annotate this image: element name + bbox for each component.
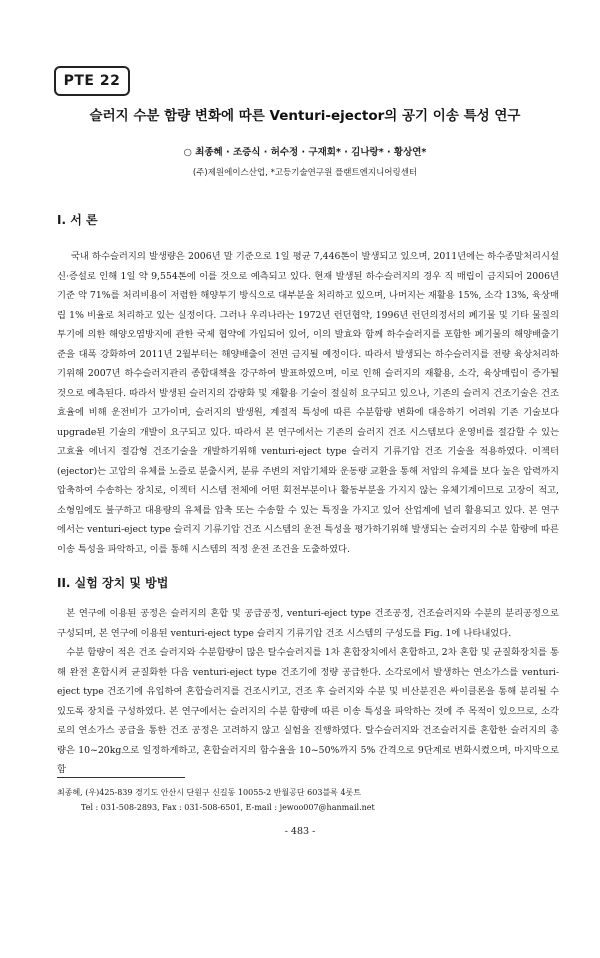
session-tag: PTE 22 bbox=[54, 66, 130, 96]
footnote-divider bbox=[57, 777, 185, 778]
methods-paragraph-1: 본 연구에 이용된 공정은 슬러지의 혼합 및 공급공정, venturi-eject type 건조공정, 건조슬러지와 수분의 분리공정으로 구성되며, 본 연구에 이용된 venturi-eject type 슬러지 기류기압 건조 시스템의 구성도를 Fig. 1에 나타내었다. bbox=[57, 608, 559, 639]
intro-paragraph: 국내 하수슬러지의 발생량은 2006년 말 기준으로 1일 평균 7,446톤이 발생되고 있으며, 2011년에는 하수종말처리시설 신·증설로 인해 1일 약 9,554톤에 이를 것으로 예측되고 있다. 현재 발생된 하수슬러지의 경우 직 매립이 금지되어 2006년 기준 약 71%를 처리비용이 저렴한 해양투기 방식으로 대부분을 처리하고 있으며, 나머지는 재활용 15%, 소각 13%, 육상매립 1% 비율로 처리하고 있는 실정이다. 그러나 우리나라는 1972년 런던협약, 1996년 런던의정서의 폐기물 및 기타 물질의 투기에 의한 해양오염방지에 관한 국제 협약에 가입되어 있어, 이의 발효와 함께 하수슬러지를 포함한 폐기물의 해양배출기준을 대폭 강화하여 2011년 2월부터는 해양배출이 전면 금지될 예정이다. 따라서 발생되는 하수슬러지를 전량 육상처리하기위해 2007년 하수슬러지관리 종합대책을 강구하여 발표하였으며, 이로 인해 슬러지의 재활용, 소각, 육상매립이 증가될 것으로 예측된다. 따라서 발생된 슬러지의 감량화 및 재활용 기술이 절실히 요구되고 있으나, 기존의 슬러지 건조기술은 건조효율에 비해 운전비가 고가이며, 슬러지의 발생원, 계절적 특성에 따른 수분함량 변화에 대응하기 어려워 기존 기술보다 upgrade된 기술의 개발이 요구되고 있다. 따라서 본 연구에서는 기존의 슬러지 건조 시스템보다 운영비를 절감할 수 있는 고효율 에너지 절감형 건조기술을 개발하기위해 venturi-eject type 슬러지 기류기압 건조 기술을 적용하였다. 이젝터(ejector)는 고압의 유체를 노즐로 분출시켜, 분류 주변의 저압기체와 운동량 교환을 통해 저압의 유체를 보다 높은 압력까지 압축하여 수송하는 장치로, 이젝터 시스템 전체에 어떤 회전부분이나 활동부분을 가지지 않는 유체기계이므로 고장이 적고, 소형임에도 불구하고 대용량의 유체를 압축 또는 수송할 수 있는 특징을 가지고 있어 산업계에 널리 활용되고 있다. 본 연구에서는 venturi-eject type 슬러지 기류기압 건조 시스템의 운전 특성을 평가하기위해 발생되는 슬러지의 수분 함량에 따른 이송 특성을 파악하고, 이를 통해 시스템의 적정 운전 조건을 도출하였다. bbox=[57, 251, 559, 555]
methods-paragraph-2: 수분 함량이 적은 건조 슬러지와 수분함량이 많은 탈수슬러지를 1차 혼합장치에서 혼합하고, 2차 혼합 및 균질화장치를 통해 완전 혼합시켜 균질화한 다음 venturi-eject type 건조기에 정량 공급한다. 소각로에서 발생하는 연소가스를 venturi-eject type 건조기에 유입하여 혼합슬러지를 건조시키고, 건조 후 슬러지와 수분 및 비산분진은 싸이클론을 통해 분리될 수 있도록 장치를 구성하였다. 본 연구에서는 슬러지의 수분 함량에 따른 이송 특성을 파악하는 것에 주 목적이 있으므로, 소각로의 연소가스 공급을 통한 건조 공정은 고려하지 않고 실험을 진행하였다. 탈수슬러지와 건조슬러지를 혼합한 슬러지의 총량은 10~20kg으로 일정하게하고, 혼합슬러지의 함수율을 10~50%까지 5% 간격으로 9단계로 변화시켰으며, 마지막으로 함 bbox=[57, 647, 559, 775]
author-list: ○ 최종혜 · 조증식 · 허수정 · 구재회* · 김나랑* · 황상연* bbox=[183, 147, 427, 158]
footnote-address: 최종혜, (우)425-839 경기도 안산시 단원구 신길동 10055-2 반월공단 603블록 4롯트 bbox=[57, 788, 361, 797]
methods-body bbox=[57, 604, 559, 780]
affiliation: (주)제원에이스산업, *고등기술연구원 플랜트엔지니어링센터 bbox=[192, 168, 418, 178]
intro-heading: I. 서 론 bbox=[57, 213, 98, 227]
footnote bbox=[57, 785, 557, 815]
paper-title: 슬러지 수분 함량 변화에 따른 Venturi-ejector의 공기 이송 특성 연구 bbox=[89, 108, 521, 124]
methods-heading: II. 실험 장치 및 방법 bbox=[57, 576, 169, 590]
intro-body bbox=[57, 247, 559, 559]
footnote-contact: Tel : 031-508-2893, Fax : 031-508-6501, E-mail : jewoo007@hanmail.net bbox=[81, 803, 375, 812]
page-number: - 483 - bbox=[284, 826, 316, 837]
